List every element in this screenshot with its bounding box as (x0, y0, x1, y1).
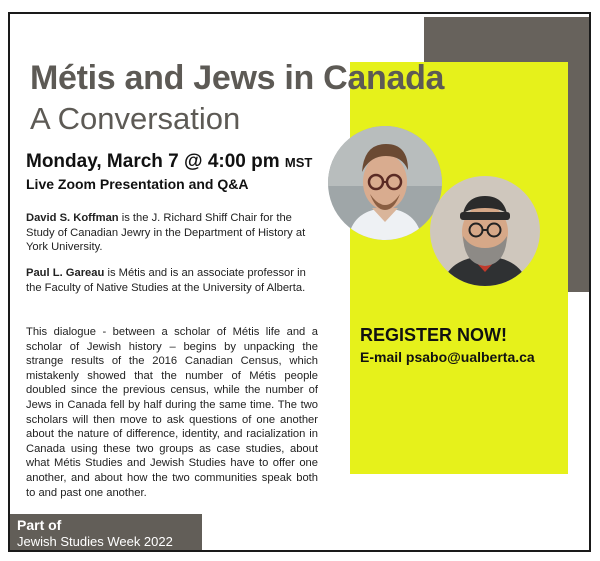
speaker-bio-text: is the J. Richard Shiff Chair for the Study of Canadian Jewry in the Department of History at York University. (26, 212, 306, 254)
speaker-bio-gareau (26, 266, 318, 295)
event-date-time-text: Monday, March 7 @ 4:00 pm (26, 151, 280, 172)
speaker-photo-koffman (328, 126, 442, 240)
event-datetime (26, 151, 312, 173)
speaker-photo-gareau (430, 176, 540, 286)
poster (8, 12, 591, 552)
event-format: Live Zoom Presentation and Q&A (26, 176, 249, 192)
badge-event-name: Jewish Studies Week 2022 (17, 534, 173, 549)
badge-label: Part of (17, 517, 62, 533)
event-description: This dialogue - between a scholar of Métis life and a scholar of Jewish history – begins by unpacking the strange results of the 2016 Canadian Census, which mistakenly showed that the number of Métis people doubled since the previous census, while the number of Jews in Canada fell by half during the same time. The two scholars will then move to ask questions of one another about the nature of difference, identity, and racialization in Canada using these two groups as case studies, about what Métis Studies and Jewish Studies have to offer one another, and about how the two communities speak both to and past one another. (26, 326, 318, 499)
register-heading: REGISTER NOW! (360, 325, 507, 345)
speaker-name: Paul L. Gareau (26, 267, 105, 279)
register-email: E-mail psabo@ualberta.ca (360, 349, 535, 365)
event-title: Métis and Jews in Canada (30, 59, 445, 97)
event-timezone: MST (284, 155, 313, 170)
speaker-bio-koffman (26, 211, 318, 255)
speaker-bio-text: is Métis and is an associate professor in the Faculty of Native Studies at the University of Alberta. (26, 267, 306, 294)
event-subtitle: A Conversation (30, 101, 241, 136)
speaker-name: David S. Koffman (26, 212, 119, 224)
jewish-studies-week-badge (10, 514, 202, 552)
